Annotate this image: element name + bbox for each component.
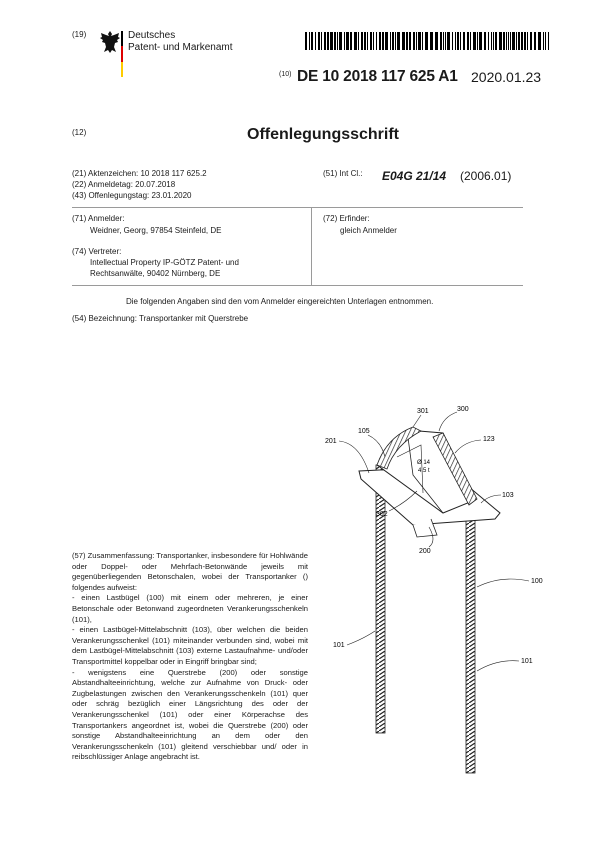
barcode-bar (499, 32, 502, 50)
left-anchor-leg (376, 465, 385, 733)
barcode-bar (330, 32, 333, 50)
ref-label-123: 123 (483, 436, 495, 443)
barcode-bar (379, 32, 381, 50)
publication-date: 2020.01.23 (471, 69, 542, 85)
barcode-bar (315, 32, 316, 50)
barcode-bar (305, 32, 307, 50)
barcode-bar (385, 32, 388, 50)
barcode-bar (457, 32, 459, 50)
barcode-bar (463, 32, 465, 50)
barcode-bar (334, 32, 336, 50)
barcode-bar (409, 32, 411, 50)
barcode-bar (373, 32, 374, 50)
barcode-bar (484, 32, 486, 50)
ref-label-100: 100 (531, 578, 543, 585)
barcode-bar (516, 32, 517, 50)
barcode-bar (506, 32, 507, 50)
barcode-bar (390, 32, 391, 50)
ref-label-101-left: 101 (333, 642, 345, 649)
barcode-bar (488, 32, 489, 50)
barcode-bar (406, 32, 408, 50)
barcode-bar (311, 32, 313, 50)
office-name-line2: Patent- und Markenamt (128, 42, 233, 53)
barcode-bar (327, 32, 329, 50)
barcode-bar (445, 32, 446, 50)
divider-bottom (72, 285, 523, 286)
aktenzeichen: (21) Aktenzeichen: 10 2018 117 625.2 (72, 169, 207, 178)
barcode-bar (491, 32, 492, 50)
barcode-bar (470, 32, 471, 50)
abstract (72, 551, 308, 763)
barcode-bar (518, 32, 520, 50)
barcode-bar (473, 32, 476, 50)
barcode-bar (358, 32, 359, 50)
ref-label-302: 302 (376, 511, 388, 518)
int-cl-class: E04G 21/14 (382, 169, 447, 183)
barcode-bar (309, 32, 310, 50)
barcode-bar (324, 32, 326, 50)
barcode-bar (413, 32, 415, 50)
erfinder-value: gleich Anmelder (340, 226, 397, 235)
divider-top (72, 207, 523, 208)
abstract-para-3: - einen Lastbügel-Mittelabschnitt (103), über welchen die beiden Verankerungsschenkel (101) miteinander verbunden sind, wobei mit dem Lastbügel-Mittelabschnitt (103) externe Lastaufnahme- und/oder Transportmittel koppelbar oder in Eingriff bringbar sind; (72, 625, 308, 666)
barcode-bar (521, 32, 523, 50)
anmelder-label: (71) Anmelder: (72, 214, 125, 223)
ref-label-200: 200 (419, 548, 431, 555)
anmeldetag: (22) Anmeldetag: 20.07.2018 (72, 180, 176, 189)
dimension-label-2: 4.5 t (418, 468, 430, 474)
barcode-bar (543, 32, 544, 50)
federal-eagle-logo (99, 29, 121, 55)
barcode-bar (512, 32, 515, 50)
barcode-bar (455, 32, 456, 50)
office-name-line1: Deutsches (128, 30, 176, 41)
ref-label-103: 103 (502, 492, 514, 499)
offenlegungstag: (43) Offenlegungstag: 23.01.2020 (72, 191, 192, 200)
barcode-bar (321, 32, 322, 50)
barcode-bar (367, 32, 368, 50)
inid-code-12: (12) (72, 128, 87, 137)
barcode-bar (425, 32, 428, 50)
erfinder-label: (72) Erfinder: (323, 214, 370, 223)
barcode-bar (344, 32, 345, 50)
barcode-bar (495, 32, 497, 50)
invention-title: (54) Bezeichnung: Transportanker mit Querstrebe (72, 314, 249, 323)
barcode-bar (435, 32, 438, 50)
barcode-bar (416, 32, 417, 50)
vertreter-line2: Rechtsanwälte, 90402 Nürnberg, DE (90, 269, 221, 278)
flag-red (121, 46, 123, 61)
barcode-bar (460, 32, 461, 50)
barcode-bar (545, 32, 546, 50)
barcode-bar (467, 32, 469, 50)
vertreter-label: (74) Vertreter: (72, 247, 122, 256)
patent-figure-transport-anchor (325, 395, 555, 785)
right-anchor-leg (466, 505, 475, 773)
barcode-bar (376, 32, 377, 50)
barcode (305, 32, 551, 50)
barcode-bar (364, 32, 366, 50)
barcode-bar (493, 32, 494, 50)
ref-label-201: 201 (325, 438, 337, 445)
flag-black (121, 31, 123, 46)
barcode-bar (346, 32, 349, 50)
barcode-bar (527, 32, 528, 50)
int-cl-label: (51) Int Cl.: (323, 169, 363, 178)
barcode-bar (452, 32, 453, 50)
inid-code-19: (19) (72, 30, 87, 39)
barcode-bar (392, 32, 394, 50)
barcode-bar (548, 32, 549, 50)
barcode-bar (361, 32, 363, 50)
barcode-bar (337, 32, 338, 50)
barcode-bar (440, 32, 442, 50)
ref-label-301: 301 (417, 408, 429, 415)
barcode-bar (354, 32, 357, 50)
barcode-bar (350, 32, 352, 50)
barcode-bar (479, 32, 482, 50)
barcode-bar (422, 32, 423, 50)
barcode-bar (510, 32, 511, 50)
abstract-para-1: (57) Zusammenfassung: Transportanker, insbesondere für Hohlwände oder Doppel- oder Mehrfach-Betonwände jeweils mit gegenüberliegenden Betonschalen, wobei der Transportanker () folgendes aufweist: (72, 551, 308, 592)
flag-gold (121, 62, 123, 77)
barcode-bar (447, 32, 450, 50)
divider-vertical (311, 207, 312, 285)
barcode-bar (402, 32, 405, 50)
barcode-bar (318, 32, 320, 50)
dimension-label-1: Ø 14 (417, 460, 431, 466)
barcode-bar (530, 32, 532, 50)
barcode-bar (430, 32, 433, 50)
publication-number: DE 10 2018 117 625 A1 (297, 68, 458, 85)
applicant-notice: Die folgenden Angaben sind den vom Anmelder eingereichten Unterlagen entnommen. (126, 297, 434, 306)
barcode-bar (382, 32, 384, 50)
barcode-bar (534, 32, 536, 50)
barcode-bar (477, 32, 478, 50)
ref-label-300: 300 (457, 406, 469, 413)
barcode-bar (503, 32, 505, 50)
int-cl-version: (2006.01) (460, 169, 512, 183)
barcode-bar (443, 32, 444, 50)
document-type-title: Offenlegungsschrift (247, 126, 400, 143)
anmelder-value: Weidner, Georg, 97854 Steinfeld, DE (90, 226, 222, 235)
vertreter-line1: Intellectual Property IP-GÖTZ Patent- und (90, 258, 239, 267)
barcode-bar (395, 32, 396, 50)
abstract-para-4: - wenigstens eine Querstrebe (200) oder sonstige Abstandhalteeinrichtung, welche zur Aufnahme von Druck- oder Zugbelastungen zwischen den Verankerungsschenkeln (101) quer oder schräg bezüglich einer Längsrichtung des oder der Verankerungsschenkel (101) oder einer Körperachse des Transportankers angeordnet ist, wobei die Querstrebe (200) oder sonstige Abstandhalteeinrichtung an dem oder den Verankerungsschenkeln (101) gleitend verschiebbar und/ oder in reibschlüssiger Anlage angebracht ist. (72, 667, 308, 762)
barcode-bar (538, 32, 541, 50)
barcode-bar (524, 32, 526, 50)
barcode-bar (397, 32, 400, 50)
barcode-bar (339, 32, 342, 50)
abstract-para-2: - einen Lastbügel (100) mit einem oder mehreren, je einer Betonschale oder Betonwand zugeordneten Verankerungsschenkeln (101), (72, 593, 308, 624)
barcode-bar (418, 32, 421, 50)
barcode-bar (370, 32, 372, 50)
barcode-bar (508, 32, 509, 50)
ref-label-105: 105 (358, 428, 370, 435)
inid-code-10: (10) (279, 71, 292, 78)
german-flag-bar (121, 31, 123, 77)
ref-label-101-right: 101 (521, 658, 533, 665)
